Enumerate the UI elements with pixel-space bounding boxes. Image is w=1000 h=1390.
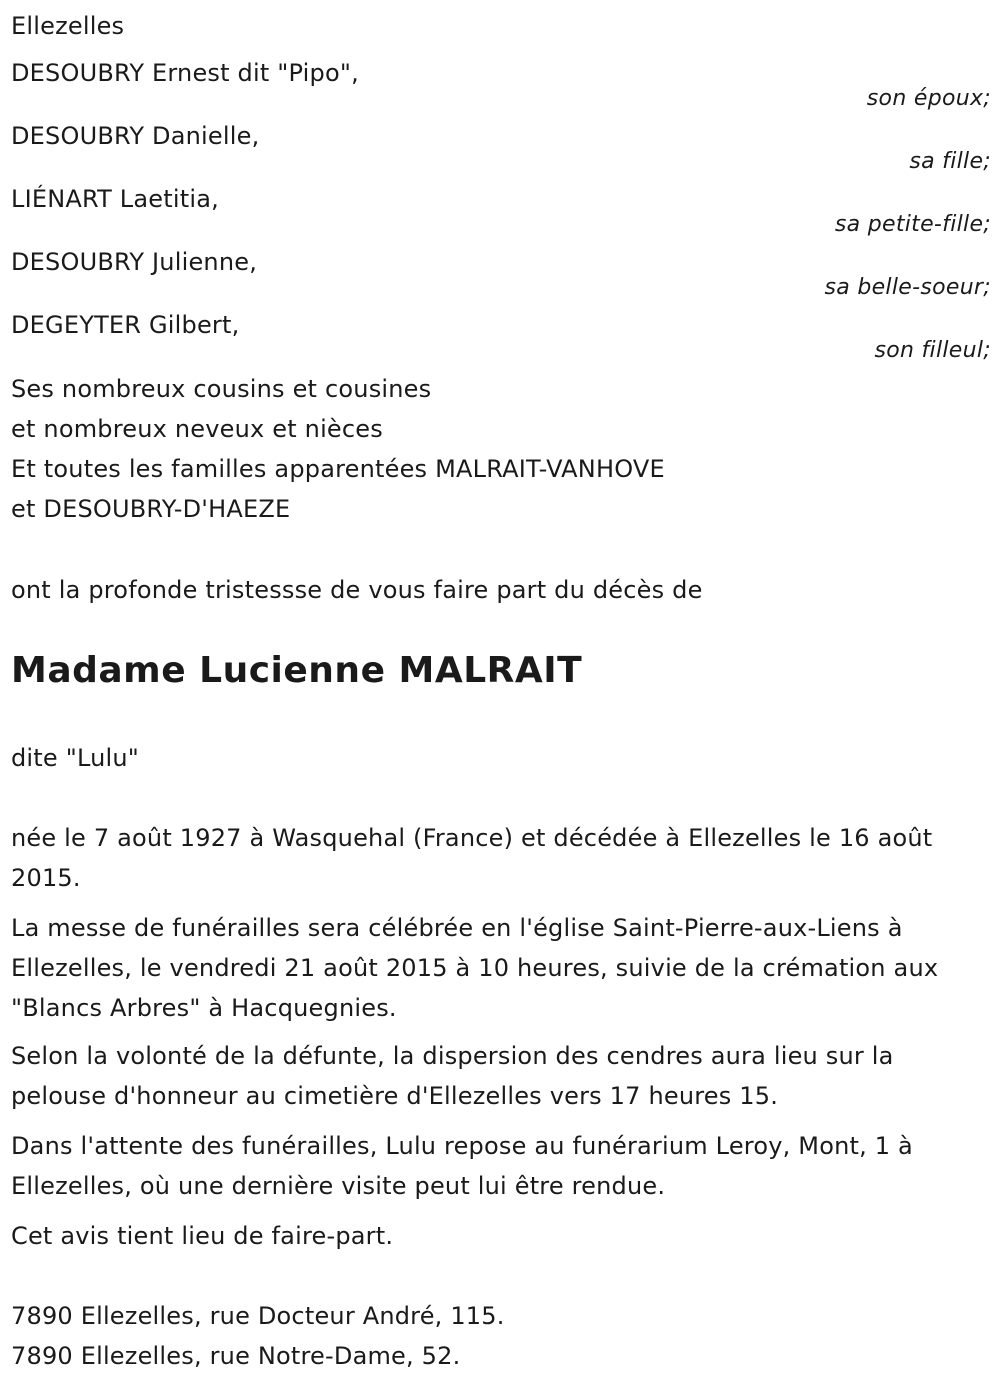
family-relation: sa fille;: [909, 149, 991, 174]
relatives-line: Ses nombreux cousins et cousines: [11, 375, 432, 403]
family-name: DEGEYTER Gilbert,: [11, 311, 240, 339]
family-relation: sa petite-fille;: [834, 212, 991, 237]
birth-death-paragraph: née le 7 août 1927 à Wasquehal (France) et décédée à Ellezelles le 16 août 2015.: [11, 824, 933, 892]
announcement-text: ont la profonde tristessse de vous faire part du décès de: [11, 576, 703, 604]
family-entry: [11, 310, 991, 366]
ashes-paragraph: Selon la volonté de la défunte, la dispersion des cendres aura lieu sur la pelouse d'honneur au cimetière d'Ellezelles vers 17 heures 15.: [11, 1042, 894, 1110]
deceased-name: Madame Lucienne MALRAIT: [11, 650, 583, 691]
notice-text: Cet avis tient lieu de faire-part.: [11, 1222, 394, 1250]
nickname-text: dite "Lulu": [11, 744, 140, 772]
relatives-line: Et toutes les familles apparentées MALRAIT-VANHOVE: [11, 455, 665, 483]
relatives-block: [11, 369, 665, 529]
funeral-mass-paragraph: La messe de funérailles sera célébrée en l'église Saint-Pierre-aux-Liens à Ellezelles, le vendredi 21 août 2015 à 10 heures, suivie de la crémation aux "Blancs Arbres" à Hacquegnies.: [11, 914, 939, 1022]
address-line: 7890 Ellezelles, rue Docteur André, 115.: [11, 1302, 505, 1330]
relatives-line: et nombreux neveux et nièces: [11, 415, 383, 443]
family-entry: [11, 121, 991, 177]
family-name: DESOUBRY Ernest dit "Pipo",: [11, 59, 359, 87]
family-relation: sa belle-soeur;: [824, 275, 991, 300]
family-entry: [11, 58, 991, 114]
family-name: DESOUBRY Danielle,: [11, 122, 260, 150]
family-name: LIÉNART Laetitia,: [11, 185, 219, 213]
family-entry: [11, 184, 991, 240]
town-heading: Ellezelles: [11, 12, 125, 40]
family-entry: [11, 247, 991, 303]
family-relation: son filleul;: [874, 338, 991, 363]
relatives-line: et DESOUBRY-D'HAEZE: [11, 495, 291, 523]
family-name: DESOUBRY Julienne,: [11, 248, 258, 276]
family-relation: son époux;: [866, 86, 991, 111]
address-line: 7890 Ellezelles, rue Notre-Dame, 52.: [11, 1342, 461, 1370]
address-block: [11, 1296, 505, 1376]
funerarium-paragraph: Dans l'attente des funérailles, Lulu repose au funérarium Leroy, Mont, 1 à Ellezelles, où une dernière visite peut lui être rendue.: [11, 1132, 913, 1200]
